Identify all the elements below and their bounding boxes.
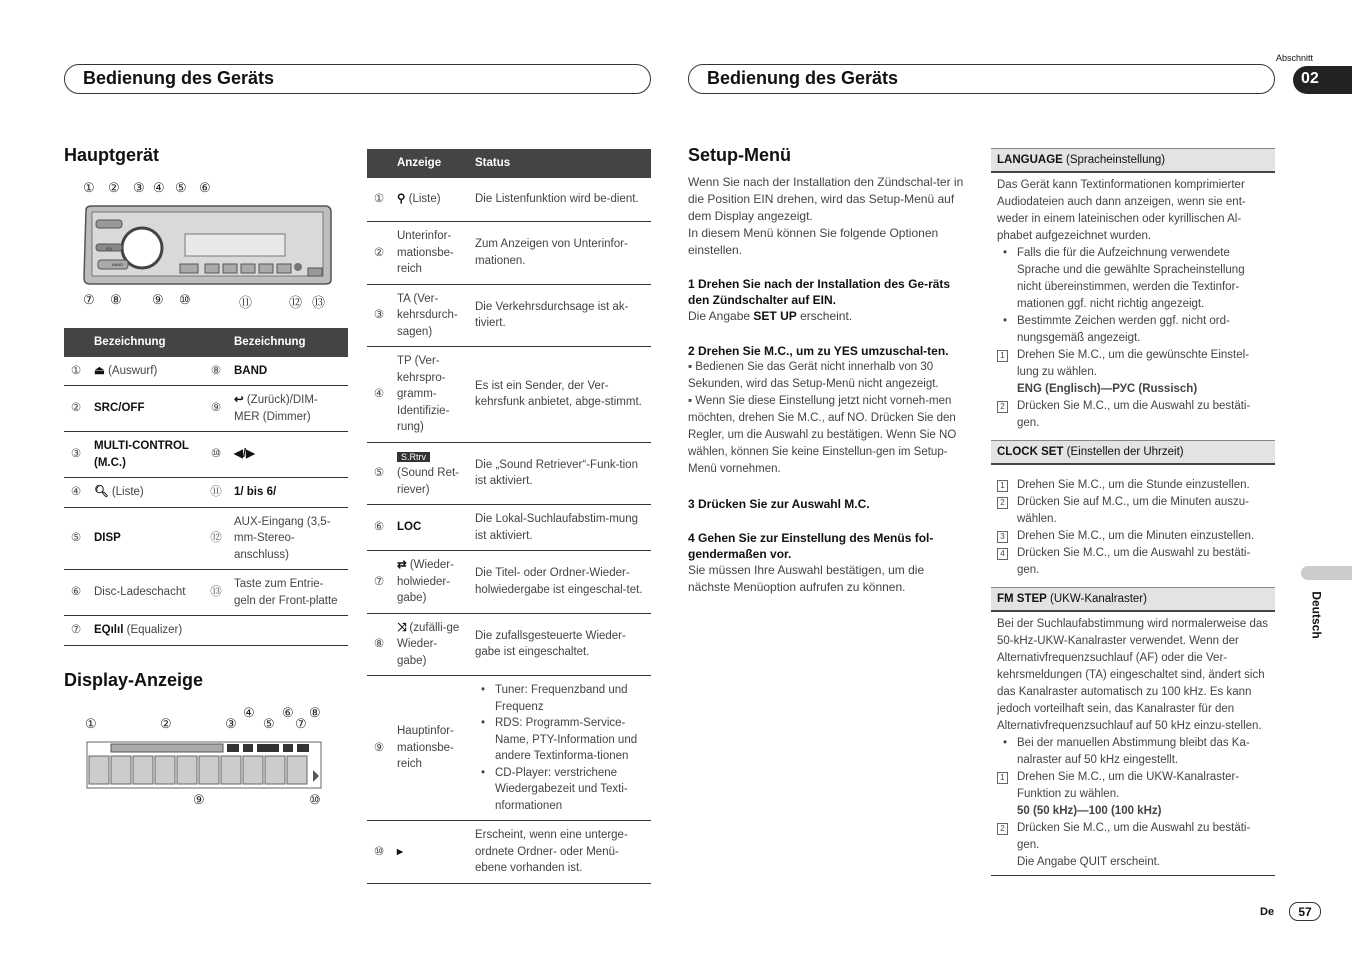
column-header: Bezeichnung (228, 328, 348, 357)
row-number: ⑩ (204, 432, 228, 478)
option-body-fm-step (991, 612, 1275, 876)
text: Drücken Sie M.C., um die Auswahl zu bestäti-gen. (1017, 547, 1251, 576)
cell-text: LOC (391, 505, 469, 551)
text: (UKW-Kanalraster) (1050, 593, 1147, 605)
cell-text: (Sound Ret-riever) (397, 467, 460, 496)
step-heading: 1 Drehen Sie nach der Installation des Ge-räts den Zündschalter auf EIN. (688, 277, 951, 307)
cell-text: Die Titel- oder Ordner-Wieder-holwiedergabe ist eingeschal-tet. (469, 551, 651, 614)
paragraph: Wenn Sie nach der Installation den Zündschal-ter in die Position EIN drehen, wird das Setup-Menü auf dem Display angezeigt. (688, 175, 964, 223)
setup-menu-title: Setup-Menü (688, 145, 791, 165)
cell-text: Die zufallsgesteuerte Wieder-gabe ist eingeschaltet. (469, 613, 651, 676)
note-square-icon: ▪ (688, 395, 696, 407)
callout: ⑩ (309, 792, 321, 807)
row-number: ⑥ (367, 505, 391, 551)
device-eq-text: EQ (106, 246, 112, 251)
text: (Einstellen der Uhrzeit) (1066, 446, 1184, 458)
table-row (64, 616, 348, 646)
step-item (997, 494, 1269, 528)
text: ENG (Englisch)—РУС (Russisch) (1017, 383, 1198, 395)
step-item (997, 820, 1269, 871)
display-anzeige-title: Display-Anzeige (64, 670, 204, 690)
step-box: 4 (997, 548, 1008, 560)
section-number-badge (1293, 66, 1352, 94)
bullet-item: • Bei der manuellen Abstimmung bleibt das Ka-nalraster auf 50 kHz eingestellt. (997, 735, 1269, 769)
table-header-row (64, 328, 348, 357)
row-number: ④ (367, 347, 391, 443)
option-header-language (991, 148, 1275, 173)
cell-text: ◀/▶ (228, 432, 348, 478)
section-label: Abschnitt (1276, 53, 1314, 63)
step-box: 3 (997, 531, 1008, 543)
row-number: ② (64, 386, 88, 432)
row-number: ① (64, 357, 88, 386)
table-row (367, 613, 651, 676)
text: (Spracheinstellung) (1066, 154, 1166, 166)
table-row (367, 676, 651, 821)
text: CLOCK SET (997, 446, 1064, 458)
text: Drehen Sie M.C., um die Minuten einzustellen. (1017, 530, 1255, 542)
column-header: Status (469, 149, 651, 178)
table-row (367, 442, 651, 505)
row-number: ⑥ (64, 570, 88, 616)
row-number: ⑬ (204, 570, 228, 616)
cell-text: Die Listenfunktion wird be-dient. (469, 178, 651, 222)
column-header: Bezeichnung (88, 328, 204, 357)
cell-text: 1/ bis 6/ (228, 478, 348, 508)
step-box: 1 (997, 480, 1008, 492)
cell-text: (Wieder-holwieder-gabe) (397, 559, 454, 604)
step-note (688, 359, 968, 393)
option-header-fm-step (991, 587, 1275, 612)
callout: ⑩ (179, 292, 191, 307)
bullet-item: • RDS: Programm-Service-Name, PTY-Information und andere Textinforma-tionen (475, 715, 645, 765)
cell-text: (zufälli-ge Wieder-gabe) (397, 621, 460, 667)
cell-text: Unterinfor-mationsbe-reich (391, 222, 469, 285)
cell-text: SRC/OFF (88, 386, 204, 432)
callout: ① (85, 716, 97, 731)
text: Drehen Sie M.C., um die gewünschte Einstel-lung zu wählen. (1017, 349, 1250, 378)
callout: ④ (243, 705, 255, 720)
row-number: ⑩ (367, 821, 391, 884)
text: Drücken Sie M.C., um die Auswahl zu bestäti-gen. (1017, 400, 1251, 429)
cell-text: MULTI-CONTROL (M.C.) (88, 432, 204, 478)
table-row (367, 178, 651, 222)
step-box: 1 (997, 350, 1008, 362)
row-number: ③ (367, 284, 391, 347)
callout: ⑬ (312, 295, 326, 310)
step-item (997, 769, 1269, 820)
repeat-icon: ⇄ (397, 559, 407, 571)
bullet-item: • Falls die für die Aufzeichnung verwendete Sprache und die gewählte Spracheinstellung nicht übereinstimmen, werden die Textinfor-mationen ggf. nicht richtig angezeigt. (997, 245, 1269, 313)
car-radio-illustration (80, 196, 335, 288)
side-language-tab (1301, 566, 1352, 580)
cell-text: TA (Ver-kehrsdurch-sagen) (391, 284, 469, 347)
bullet-item: • Tuner: Frequenzband und Frequenz (475, 682, 645, 715)
shuffle-icon: ⤨ (397, 621, 407, 634)
lcd-display-illustration (85, 740, 325, 790)
table-row (64, 432, 348, 478)
row-number: ⑫ (204, 507, 228, 570)
row-number: ③ (64, 432, 88, 478)
bullet-item: • CD-Player: verstrichene Wiedergabezeit und Texti-nformationen (475, 765, 645, 815)
row-number: ① (367, 178, 391, 222)
option-body-clock (991, 465, 1275, 583)
cell-text: BAND (228, 357, 348, 386)
text: erscheint. (800, 309, 853, 323)
step-box: 2 (997, 401, 1008, 413)
step-note (688, 393, 968, 478)
page-number: 57 (1298, 905, 1312, 919)
cell-text: (Liste) (408, 193, 441, 205)
table-row (367, 222, 651, 285)
callout: ⑤ (263, 716, 275, 731)
callout: ⑥ (199, 180, 211, 195)
left-header (64, 64, 651, 94)
bullet-item: • Bestimmte Zeichen werden ggf. nicht ord-nungsgemäß angezeigt. (997, 313, 1269, 347)
callout: ④ (153, 180, 165, 195)
options-column (991, 148, 1275, 876)
section-number: 02 (1301, 70, 1319, 87)
cell-text: Hauptinfor-mationsbe-reich (391, 676, 469, 821)
step-heading: 4 Gehen Sie zur Einstellung des Menüs fol-gendermaßen vor. (688, 531, 934, 561)
sound-retriever-badge: S.Rtrv (397, 452, 430, 462)
table-row (367, 284, 651, 347)
text: Drehen Sie M.C., um die Stunde einzustellen. (1017, 479, 1250, 491)
footer-language: De (1260, 906, 1275, 918)
device-band-text: BAND (112, 262, 124, 267)
cell-text: Erscheint, wenn eine unterge-ordnete Ordner- oder Menü-ebene vorhanden ist. (469, 821, 651, 884)
callout: ① (83, 180, 95, 195)
table-row (367, 505, 651, 551)
setup-intro (688, 174, 966, 259)
step-item (997, 347, 1269, 398)
callout: ⑧ (309, 705, 321, 720)
table-row (64, 507, 348, 570)
step-heading: 2 Drehen Sie M.C., um zu YES umzuschal-ten. (688, 344, 949, 358)
hauptgeraet-title: Hauptgerät (64, 145, 160, 165)
step-item (997, 477, 1269, 494)
side-language-label: Deutsch (1309, 591, 1324, 639)
cell-text: Taste zum Entrie-geln der Front-platte (228, 570, 348, 616)
callout: ② (108, 180, 120, 195)
callout: ③ (225, 716, 237, 731)
text: SET UP (753, 309, 797, 323)
row-number: ② (367, 222, 391, 285)
cell-text: Die Verkehrsdurchsage ist ak-tiviert. (469, 284, 651, 347)
table-row (367, 551, 651, 614)
callout: ⑧ (110, 292, 122, 307)
row-number: ⑨ (367, 676, 391, 821)
cell-text: (Equalizer) (126, 624, 183, 636)
step-box: 2 (997, 823, 1008, 835)
column-header: Anzeige (391, 149, 469, 178)
paragraph: Das Gerät kann Textinformationen komprimierter Audiodateien auch dann anzeigen, wenn sie ent-weder in einem lateinischen oder kyrillischen Al-phabet aufgezeichnet wurden. (997, 179, 1246, 242)
row-number: ⑪ (204, 478, 228, 508)
setup-steps (688, 276, 968, 596)
bezeichnung-table (64, 328, 348, 646)
option-header-clock (991, 440, 1275, 465)
row-number: ⑤ (64, 507, 88, 570)
step-heading: 3 Drücken Sie zur Auswahl M.C. (688, 497, 870, 511)
note-square-icon: ▪ (688, 361, 696, 373)
cell-text: (Liste) (111, 486, 144, 498)
callout: ⑥ (282, 705, 294, 720)
text: Drücken Sie auf M.C., um die Minuten auszu-wählen. (1017, 496, 1250, 525)
callout: ② (160, 716, 172, 731)
text: Wenn Sie diese Einstellung jetzt nicht vorneh-men möchten, drehen Sie M.C., auf NO. Drücken Sie den Regler, um die Auswahl zu bestätigen. Wenn Sie NO wählen, können Sie keine Einstellun-gen im Setup-Menü vornehmen. (688, 395, 957, 475)
callout: ⑨ (152, 292, 164, 307)
callout: ⑦ (295, 716, 307, 731)
text: Drücken Sie M.C., um die Auswahl zu bestäti-gen. (1017, 822, 1251, 851)
callout: ⑫ (289, 295, 303, 310)
folder-arrow-icon: ▸ (397, 845, 403, 858)
table-row (64, 357, 348, 386)
text: Drehen Sie M.C., um die UKW-Kanalraster-Funktion zu wählen. (1017, 771, 1240, 800)
row-number: ⑤ (367, 442, 391, 505)
step-item (997, 545, 1269, 579)
step-box: 2 (997, 497, 1008, 509)
cell-text: Zum Anzeigen von Unterinfor-mationen. (469, 222, 651, 285)
step-text (688, 308, 968, 325)
table-row (64, 478, 348, 508)
cell-text: TP (Ver-kehrspro-gramm-Identifizie-rung) (391, 347, 469, 443)
option-body-language (991, 173, 1275, 436)
row-number: ⑧ (204, 357, 228, 386)
step-text: Sie müssen Ihre Auswahl bestätigen, um die nächste Menüoption aufrufen zu können. (688, 563, 925, 594)
cell-text: Die Lokal-Suchlaufabstim-mung ist aktiviert. (469, 505, 651, 551)
text: Bedienen Sie das Gerät nicht innerhalb von 30 Sekunden, wird das Setup-Menü nicht angezeigt. (688, 361, 939, 390)
display-callouts-top (85, 704, 335, 734)
callout: ⑨ (193, 792, 205, 807)
table-row (367, 347, 651, 443)
page-number-badge (1289, 902, 1321, 921)
text: FM STEP (997, 593, 1047, 605)
cell-text: Es ist ein Sender, der Ver-kehrsfunk anbietet, abge-stimmt. (469, 347, 651, 443)
cell-text: Die „Sound Retriever“-Funk-tion ist aktiviert. (469, 442, 651, 505)
right-header-title: Bedienung des Geräts (707, 68, 899, 88)
text: Die Angabe (688, 309, 751, 323)
table-row (64, 386, 348, 432)
row-number: ⑦ (367, 551, 391, 614)
row-number: ⑦ (64, 616, 88, 646)
anzeige-status-table (367, 149, 651, 884)
row-number: ④ (64, 478, 88, 508)
search-icon: 🔍︎ (94, 486, 109, 498)
callout: ⑪ (239, 295, 253, 310)
left-header-title: Bedienung des Geräts (83, 68, 275, 88)
callout: ⑤ (175, 180, 187, 195)
step-box: 1 (997, 772, 1008, 784)
row-number: ⑨ (204, 386, 228, 432)
row-number: ⑧ (367, 613, 391, 676)
equalizer-icon: EQılıl (94, 624, 124, 636)
step-item (997, 528, 1269, 545)
callout: ⑦ (83, 292, 95, 307)
cell-text: DISP (88, 507, 204, 570)
text: Die Angabe QUIT erscheint. (1017, 856, 1160, 868)
paragraph: Bei der Suchlaufabstimmung wird normalerweise das 50-kHz-UKW-Kanalraster verwendet. Wenn der Alternativfrequenzsuchlauf (AF) oder die Ver-kehrsmeldungen (TA) eingeschaltet sind, ändert sich das Kanalraster automatisch zu 100 kHz. Es kann jedoch vorteilhaft sein, das Kanalraster für den Alternativfrequenzsuchlauf auf 50 kHz einzu-stellen. (997, 618, 1269, 732)
cell-text: (Zurück)/DIM-MER (Dimmer) (234, 394, 318, 423)
paragraph: In diesem Menü können Sie folgende Optionen einstellen. (688, 226, 939, 257)
cell-text: (Auswurf) (108, 364, 158, 377)
cell-text: Disc-Ladeschacht (88, 570, 204, 616)
text: 50 (50 kHz)—100 (100 kHz) (1017, 805, 1162, 817)
callout: ③ (133, 180, 145, 195)
table-row (64, 570, 348, 616)
right-header (688, 64, 1275, 94)
cell-text: AUX-Eingang (3,5-mm-Stereo-anschluss) (228, 507, 348, 570)
table-row (367, 821, 651, 884)
text: LANGUAGE (997, 154, 1063, 166)
back-icon: ↩ (234, 394, 244, 406)
step-item (997, 398, 1269, 432)
table-header-row (367, 149, 651, 178)
list-key-icon: ⚲ (397, 193, 406, 205)
eject-icon: ⏏ (94, 364, 105, 377)
